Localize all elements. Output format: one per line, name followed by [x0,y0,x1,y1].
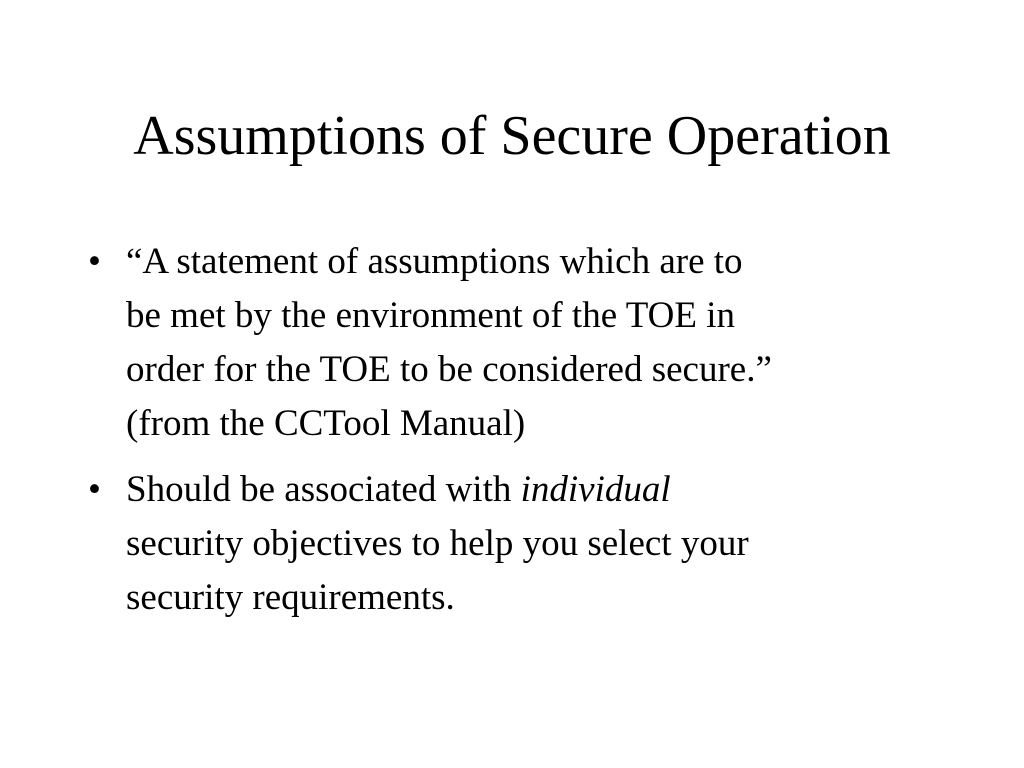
bullet-text-line [126,463,948,517]
bullet-item-assumptions-statement [88,235,948,451]
bullet-text-line: (from the CCTool Manual) [126,403,526,444]
emphasized-word: individual [520,469,671,510]
bullet-list [88,235,948,637]
bullet-text-line: security objectives to help you select your [126,523,749,564]
bullet-text-line: be met by the environment of the TOE in [126,295,736,336]
bullet-text-segment: Should be associated with [126,469,521,510]
slide-title: Assumptions of Secure Operation [133,105,891,167]
bullet-item-security-objectives [88,463,948,625]
bullet-text-line: security requirements. [126,577,455,618]
bullet-text-line: “A statement of assumptions which are to [126,241,743,282]
bullet-text-line: order for the TOE to be considered secure.” [126,349,772,390]
bullet-marker: • [88,469,101,510]
bullet-marker: • [88,241,101,282]
